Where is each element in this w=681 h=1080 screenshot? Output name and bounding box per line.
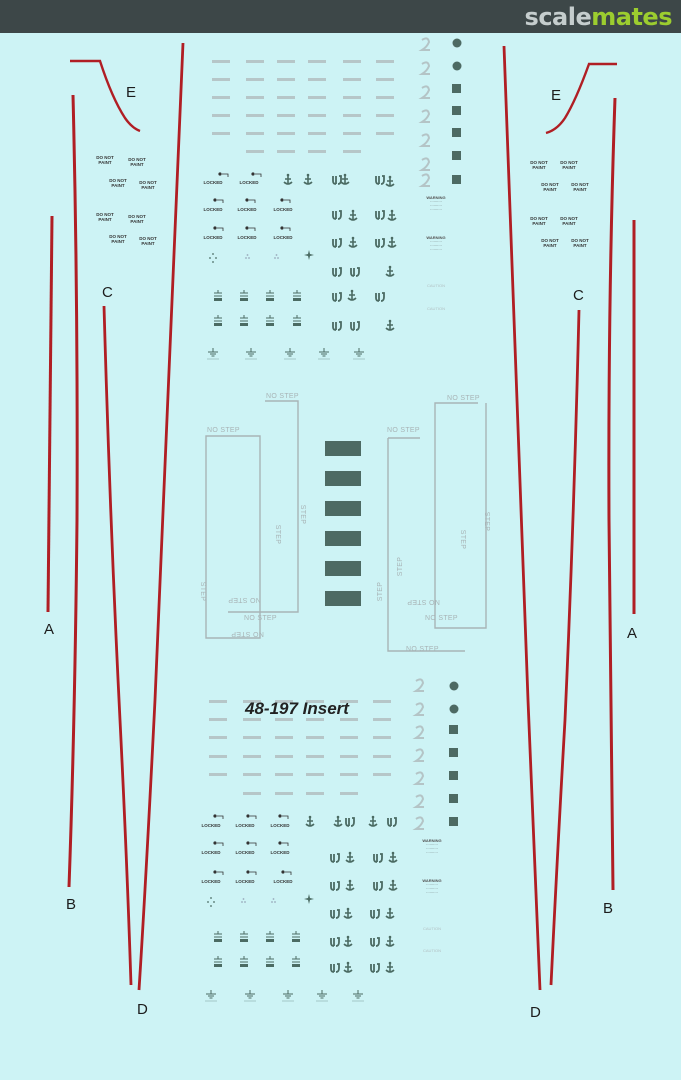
label-c-left: C [102, 284, 113, 301]
upper-anchor-icons [284, 174, 396, 330]
no-step-label: NO STEP [447, 395, 480, 402]
do-not-paint-stencil: DO NOT PAINT [96, 212, 114, 222]
no-step-label: NO STEP [231, 630, 264, 637]
stripe-d-right [504, 46, 540, 990]
label-e-left: E [126, 84, 137, 101]
locked-label: LOCKED [270, 850, 290, 855]
do-not-paint-stencil: DO NOT PAINT [109, 178, 127, 188]
decal-sheet-image [0, 33, 681, 1080]
locked-label: LOCKED [270, 823, 290, 828]
locked-label: LOCKED [203, 207, 223, 212]
no-step-label: NO STEP [244, 615, 277, 622]
label-a-left: A [44, 621, 55, 638]
scalemates-logo[interactable]: scalemates [524, 3, 672, 31]
step-label: STEP [483, 511, 491, 532]
label-b-right: B [603, 900, 614, 917]
stripe-c-right [551, 310, 579, 985]
locked-label: LOCKED [237, 207, 257, 212]
do-not-paint-stencil: DO NOT PAINT [139, 236, 157, 246]
step-label: STEP [274, 524, 282, 545]
no-step-label: NO STEP [425, 615, 458, 622]
locked-label: LOCKED [237, 235, 257, 240]
step-label: STEP [199, 581, 207, 602]
locked-label: LOCKED [201, 879, 221, 884]
warning-block: WARNING ·········· ·········· ·········· [426, 235, 446, 252]
do-not-paint-stencil: DO NOT PAINT [530, 216, 548, 226]
step-label: STEP [299, 504, 307, 525]
do-not-paint-stencil: DO NOT PAINT [96, 155, 114, 165]
no-step-label: NO STEP [207, 427, 240, 434]
locked-label: LOCKED [203, 180, 223, 185]
do-not-paint-stencil: DO NOT PAINT [560, 216, 578, 226]
do-not-paint-stencil: DO NOT PAINT [128, 157, 146, 167]
stripe-b-left [69, 95, 77, 887]
walkway-bars [325, 441, 361, 606]
warning-block: WARNING ·········· ·········· ·········· [426, 195, 446, 212]
lower-anchor-icons [306, 816, 397, 972]
no-step-label: NO STEP [228, 596, 261, 603]
locked-label: LOCKED [273, 207, 293, 212]
locked-label: LOCKED [201, 850, 221, 855]
step-label: STEP [397, 556, 405, 577]
do-not-paint-stencil: DO NOT PAINT [541, 238, 559, 248]
upper-plug-icons [214, 290, 301, 326]
warning-block: WARNING ·········· ·········· ·········· [422, 878, 442, 895]
warning-block: WARNING ·········· ·········· ·········· [422, 838, 442, 855]
lower-star-icons [207, 894, 314, 907]
label-b-left: B [66, 896, 77, 913]
stripe-c-left [104, 306, 131, 985]
do-not-paint-stencil: DO NOT PAINT [128, 214, 146, 224]
locked-label: LOCKED [201, 823, 221, 828]
step-label: STEP [377, 581, 385, 602]
do-not-paint-stencil: DO NOT PAINT [530, 160, 548, 170]
no-step-label: NO STEP [266, 393, 299, 400]
lower-numerals [416, 679, 424, 829]
do-not-paint-stencil: DO NOT PAINT [571, 238, 589, 248]
upper-star-icons [209, 250, 314, 263]
caution-block: CAUTION [427, 306, 445, 311]
stripe-a-left [48, 216, 52, 612]
lower-markers [449, 682, 459, 827]
walkway-outline-right [388, 403, 486, 651]
upper-numerals [422, 38, 430, 186]
site-header-bar [0, 0, 681, 33]
lower-plug-icons [214, 931, 300, 967]
sheet-title: 48-197 Insert [245, 699, 349, 718]
upper-ground-icons [207, 348, 365, 359]
no-step-label: NO STEP [387, 427, 420, 434]
locked-label: LOCKED [235, 879, 255, 884]
do-not-paint-stencil: DO NOT PAINT [571, 182, 589, 192]
no-step-label: NO STEP [407, 598, 440, 605]
upper-markers [452, 39, 462, 185]
label-d-right: D [530, 1004, 541, 1021]
upper-hook-icons [333, 176, 384, 330]
locked-label: LOCKED [235, 850, 255, 855]
do-not-paint-stencil: DO NOT PAINT [541, 182, 559, 192]
caution-block: CAUTION [427, 283, 445, 288]
stripe-b-right [609, 98, 615, 890]
do-not-paint-stencil: DO NOT PAINT [560, 160, 578, 170]
label-d-left: D [137, 1001, 148, 1018]
label-a-right: A [627, 625, 638, 642]
locked-label: LOCKED [239, 180, 259, 185]
locked-label: LOCKED [273, 235, 293, 240]
step-label: STEP [459, 529, 467, 550]
lower-hook-icons [331, 818, 396, 972]
no-step-label: NO STEP [406, 646, 439, 653]
locked-label: LOCKED [273, 879, 293, 884]
locked-label: LOCKED [203, 235, 223, 240]
caution-block: CAUTION [423, 926, 441, 931]
locked-label: LOCKED [235, 823, 255, 828]
do-not-paint-stencil: DO NOT PAINT [109, 234, 127, 244]
lower-ground-icons [205, 990, 364, 1001]
upper-faint-stencil-grid [212, 60, 394, 153]
caution-block: CAUTION [423, 948, 441, 953]
label-c-right: C [573, 287, 584, 304]
label-e-right: E [551, 87, 562, 104]
do-not-paint-stencil: DO NOT PAINT [139, 180, 157, 190]
